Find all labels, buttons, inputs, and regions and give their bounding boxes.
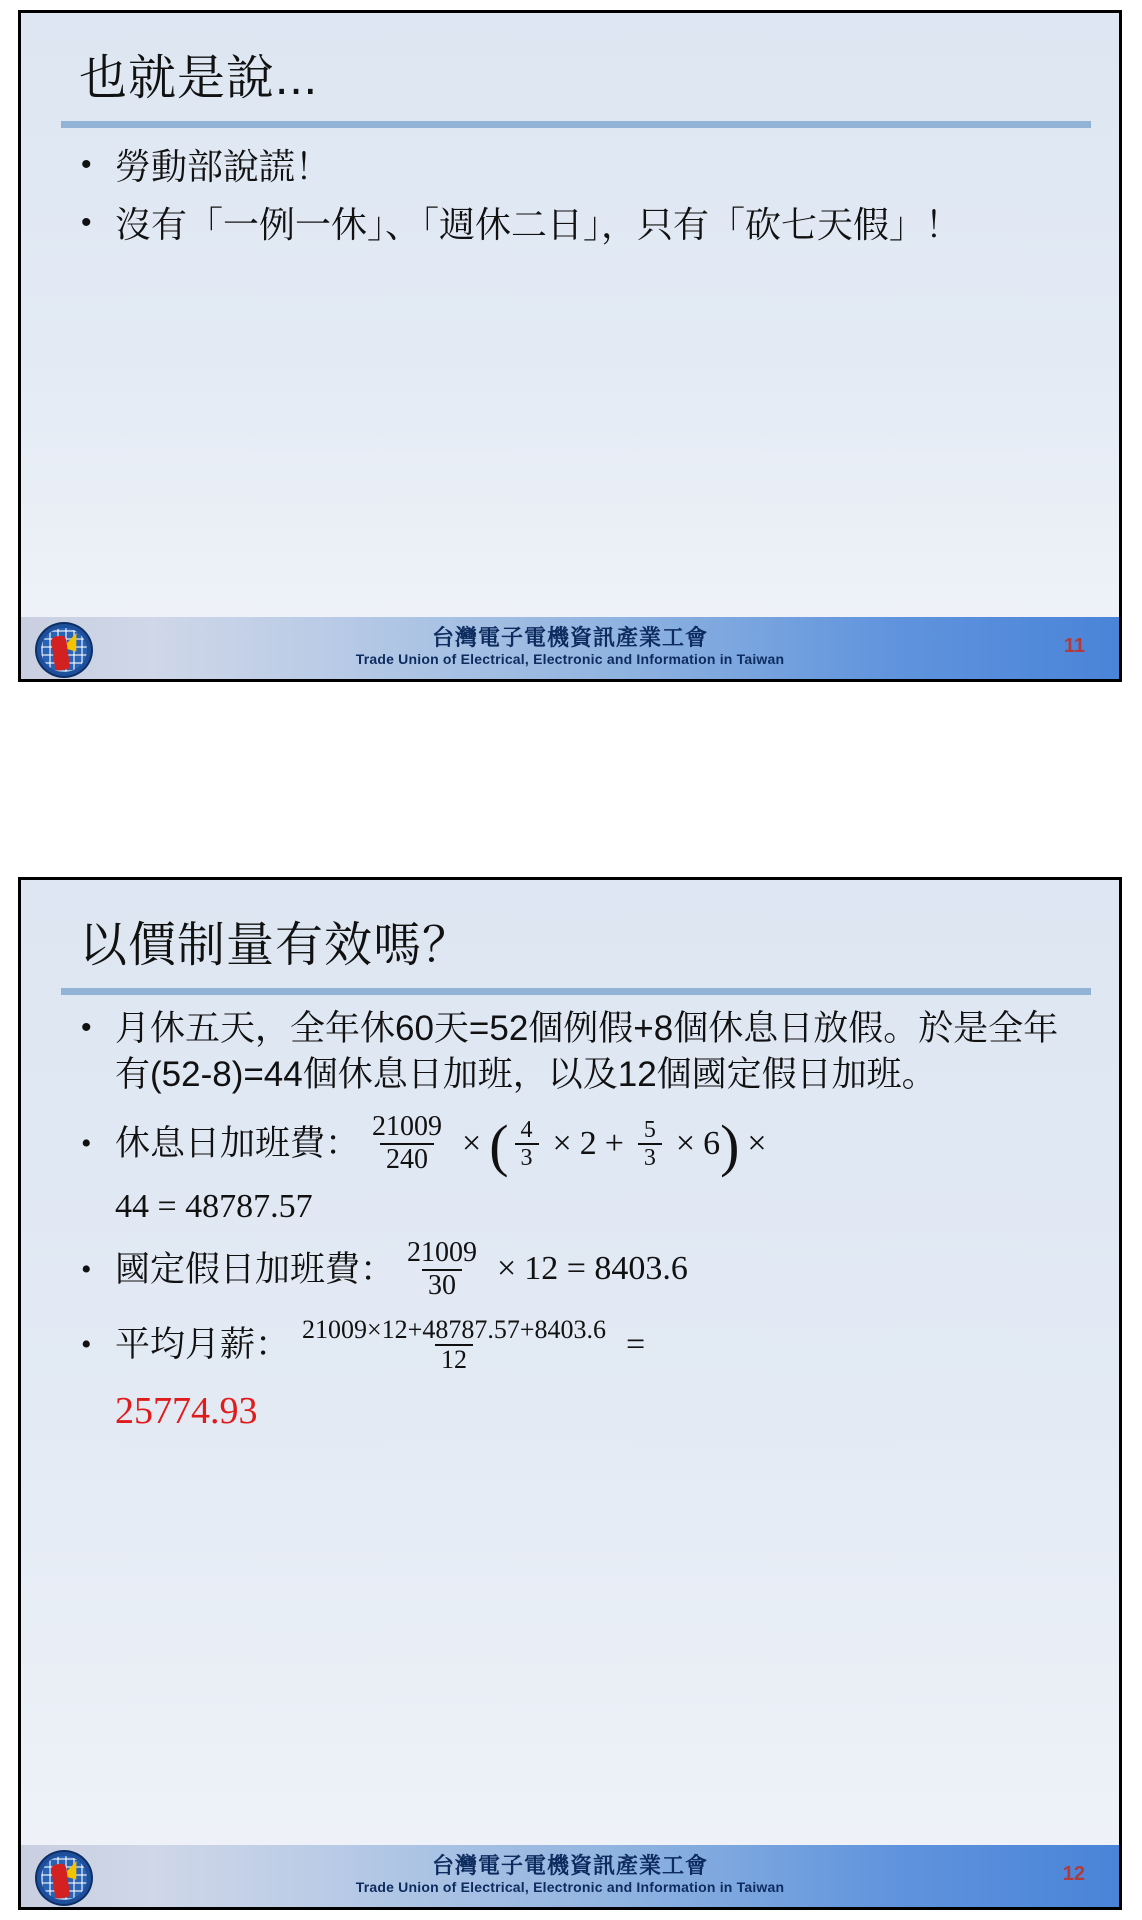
- slide-12-footer: [21, 1845, 1119, 1907]
- average-salary-label: 平均月薪：: [115, 1325, 291, 1365]
- list-item-text: 月休五天，全年休60天=52個例假+8個休息日放假。於是全年有(52-8)=44個休息日加班，以及12個國定假日加班。: [115, 1009, 1059, 1095]
- slide-11-footer: [21, 617, 1119, 679]
- fraction-numerator: 4: [520, 1116, 533, 1143]
- holiday-pay-result: 12 = 8403.6: [524, 1250, 688, 1288]
- slide-11-bullet-list: [81, 143, 1079, 258]
- bullet-dot-icon: •: [81, 1127, 92, 1161]
- fraction-denominator: 240: [380, 1143, 434, 1176]
- fraction-numerator: 21009: [372, 1111, 443, 1143]
- fraction-21009-240: [366, 1112, 448, 1176]
- slide-11-title: 也就是說...: [79, 52, 319, 105]
- multiply-operator: ×: [675, 1124, 696, 1162]
- fraction-4-3: [515, 1117, 539, 1172]
- multiply-operator: ×: [462, 1124, 482, 1162]
- multiply-operator: ×: [747, 1124, 767, 1162]
- fraction-21009-30: [401, 1238, 483, 1302]
- list-item: [81, 201, 1079, 249]
- bullet-dot-icon: •: [81, 148, 92, 181]
- footer-org-name-en: Trade Union of Electrical, Electronic and Information in Taiwan: [355, 651, 785, 668]
- fraction-average-salary: [296, 1316, 612, 1375]
- fraction-numerator: 5: [643, 1116, 656, 1143]
- footer-org-name-cn: 台灣電子電機資訊產業工會: [431, 1853, 708, 1878]
- slide-12-body: [21, 880, 1119, 1845]
- bullet-dot-icon: •: [81, 1328, 92, 1362]
- bullet-dot-icon: •: [81, 205, 92, 239]
- holiday-pay-label: 國定假日加班費：: [115, 1249, 396, 1289]
- fraction-numerator: 21009: [407, 1236, 478, 1268]
- bullet-dot-icon: •: [81, 1253, 92, 1287]
- paren-close: ): [720, 1112, 740, 1178]
- bullet-dot-icon: •: [81, 1011, 92, 1044]
- average-salary-result: 25774.93: [115, 1389, 258, 1432]
- fraction-denominator: 3: [638, 1143, 662, 1171]
- list-item: [81, 1006, 1079, 1098]
- list-item: [81, 143, 1079, 191]
- paren-open: (: [489, 1112, 509, 1178]
- list-item-rest-day-pay: [81, 1112, 1079, 1176]
- slide-11-body: [21, 13, 1119, 617]
- equals-operator: =: [626, 1325, 646, 1363]
- fraction-5-3: [638, 1117, 662, 1172]
- list-item-holiday-pay: [81, 1238, 1079, 1302]
- slide-12: [18, 877, 1122, 1910]
- footer-org-name-en: Trade Union of Electrical, Electronic and Information in Taiwan: [355, 1879, 785, 1896]
- slide-11-title-rule: [61, 121, 1091, 128]
- slide-page-number: 11: [1063, 635, 1085, 657]
- fraction-denominator: 3: [515, 1143, 539, 1171]
- footer-org-block: [21, 1853, 1119, 1896]
- footer-org-name-cn: 台灣電子電機資訊產業工會: [431, 625, 708, 650]
- slide-11: [18, 10, 1122, 682]
- rest-day-pay-result: 44 = 48787.57: [115, 1187, 313, 1225]
- list-item-average-salary: [81, 1316, 1079, 1375]
- fraction-denominator: 30: [422, 1269, 462, 1302]
- slide-12-title: 以價制量有效嗎？: [79, 919, 472, 972]
- list-item-text: 勞動部說謊！: [115, 146, 332, 187]
- list-item-text: 沒有「一例一休」、「週休二日」，只有「砍七天假」！: [115, 203, 962, 245]
- factor-6: 6: [703, 1124, 721, 1162]
- slide-12-bullet-list: [81, 1006, 1079, 1433]
- slide-12-title-rule: [61, 988, 1091, 995]
- factor-2: 2: [579, 1124, 597, 1162]
- slide-page-number: 12: [1062, 1863, 1085, 1885]
- multiply-operator: ×: [497, 1250, 517, 1288]
- fraction-denominator: 12: [435, 1344, 473, 1375]
- fraction-numerator: 21009×12+48787.57+8403.6: [302, 1314, 607, 1344]
- rest-day-pay-label: 休息日加班費：: [115, 1124, 361, 1164]
- footer-org-block: [21, 625, 1119, 668]
- plus-operator: +: [604, 1124, 624, 1162]
- multiply-operator: ×: [552, 1124, 572, 1162]
